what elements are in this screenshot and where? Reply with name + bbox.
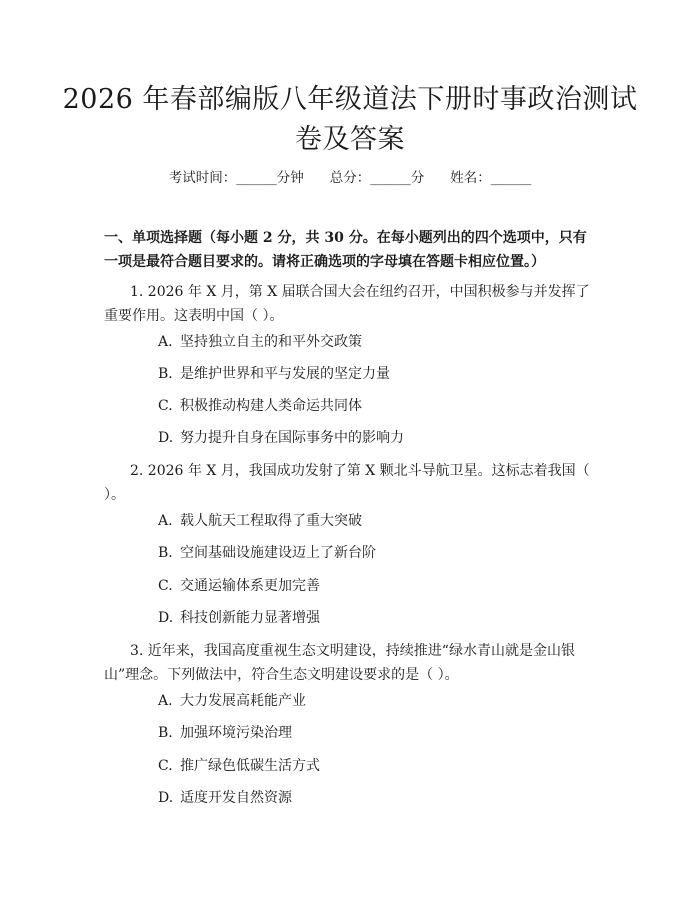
- option-text: 是维护世界和平与发展的坚定力量: [180, 366, 390, 382]
- section-heading: 一、单项选择题（每小题 2 分，共 30 分。在每小题列出的四个选项中，只有一项是最符合题目要求的。请将正确选项的字母填在答题卡相应位置。）: [104, 230, 587, 270]
- question-option: [158, 364, 620, 384]
- option-letter: D.: [158, 430, 174, 446]
- option-text: 适度开发自然资源: [180, 790, 292, 806]
- option-letter: D.: [158, 610, 174, 626]
- option-text: 大力发展高耗能产业: [180, 693, 306, 709]
- student-name-field: 姓名：______: [450, 170, 532, 186]
- exam-time-field: 考试时间：______分钟: [168, 170, 304, 186]
- page-title: 2026 年春部编版八年级道法下册时事政治测试卷及答案: [62, 84, 638, 155]
- option-letter: A.: [158, 334, 173, 350]
- option-text: 坚持独立自主的和平外交政策: [180, 334, 362, 350]
- question-option: [158, 608, 620, 628]
- question-stem: 1. 2026 年 X 月，第 X 届联合国大会在纽约召开，中国积极参与并发挥了重要作用。这表明中国（ ）。: [104, 284, 590, 324]
- question-option: [158, 428, 620, 448]
- question-option: [158, 723, 620, 743]
- question-option: [158, 691, 620, 711]
- option-text: 努力提升自身在国际事务中的影响力: [180, 430, 404, 446]
- option-letter: A.: [158, 513, 173, 529]
- option-text: 科技创新能力显著增强: [180, 610, 320, 626]
- question-option: [158, 543, 620, 563]
- option-letter: A.: [158, 693, 173, 709]
- exam-score-field: 总分：______分: [329, 170, 425, 186]
- question-stem: 3. 近年来，我国高度重视生态文明建设，持续推进“绿水青山就是金山银山”理念。下列做法中，符合生态文明建设要求的是（ ）。: [104, 643, 575, 683]
- option-letter: B.: [158, 725, 173, 741]
- question-option: [158, 396, 620, 416]
- option-text: 推广绿色低碳生活方式: [180, 758, 320, 774]
- option-letter: B.: [158, 545, 173, 561]
- question-option: [158, 576, 620, 596]
- option-text: 积极推动构建人类命运共同体: [180, 398, 362, 414]
- option-letter: D.: [158, 790, 174, 806]
- option-text: 交通运输体系更加完善: [180, 578, 320, 594]
- option-text: 加强环境污染治理: [180, 725, 292, 741]
- question-stem: 2. 2026 年 X 月，我国成功发射了第 X 颗北斗导航卫星。这标志着我国（ ）。: [104, 463, 590, 503]
- question-option: [158, 756, 620, 776]
- question-option: [158, 511, 620, 531]
- question-option: [158, 788, 620, 808]
- exam-info-line: [0, 168, 700, 188]
- option-letter: C.: [158, 758, 173, 774]
- option-letter: C.: [158, 578, 173, 594]
- question-option: [158, 332, 620, 352]
- option-text: 空间基础设施建设迈上了新台阶: [180, 545, 376, 561]
- option-letter: C.: [158, 398, 173, 414]
- option-letter: B.: [158, 366, 173, 382]
- option-text: 载人航天工程取得了重大突破: [180, 513, 362, 529]
